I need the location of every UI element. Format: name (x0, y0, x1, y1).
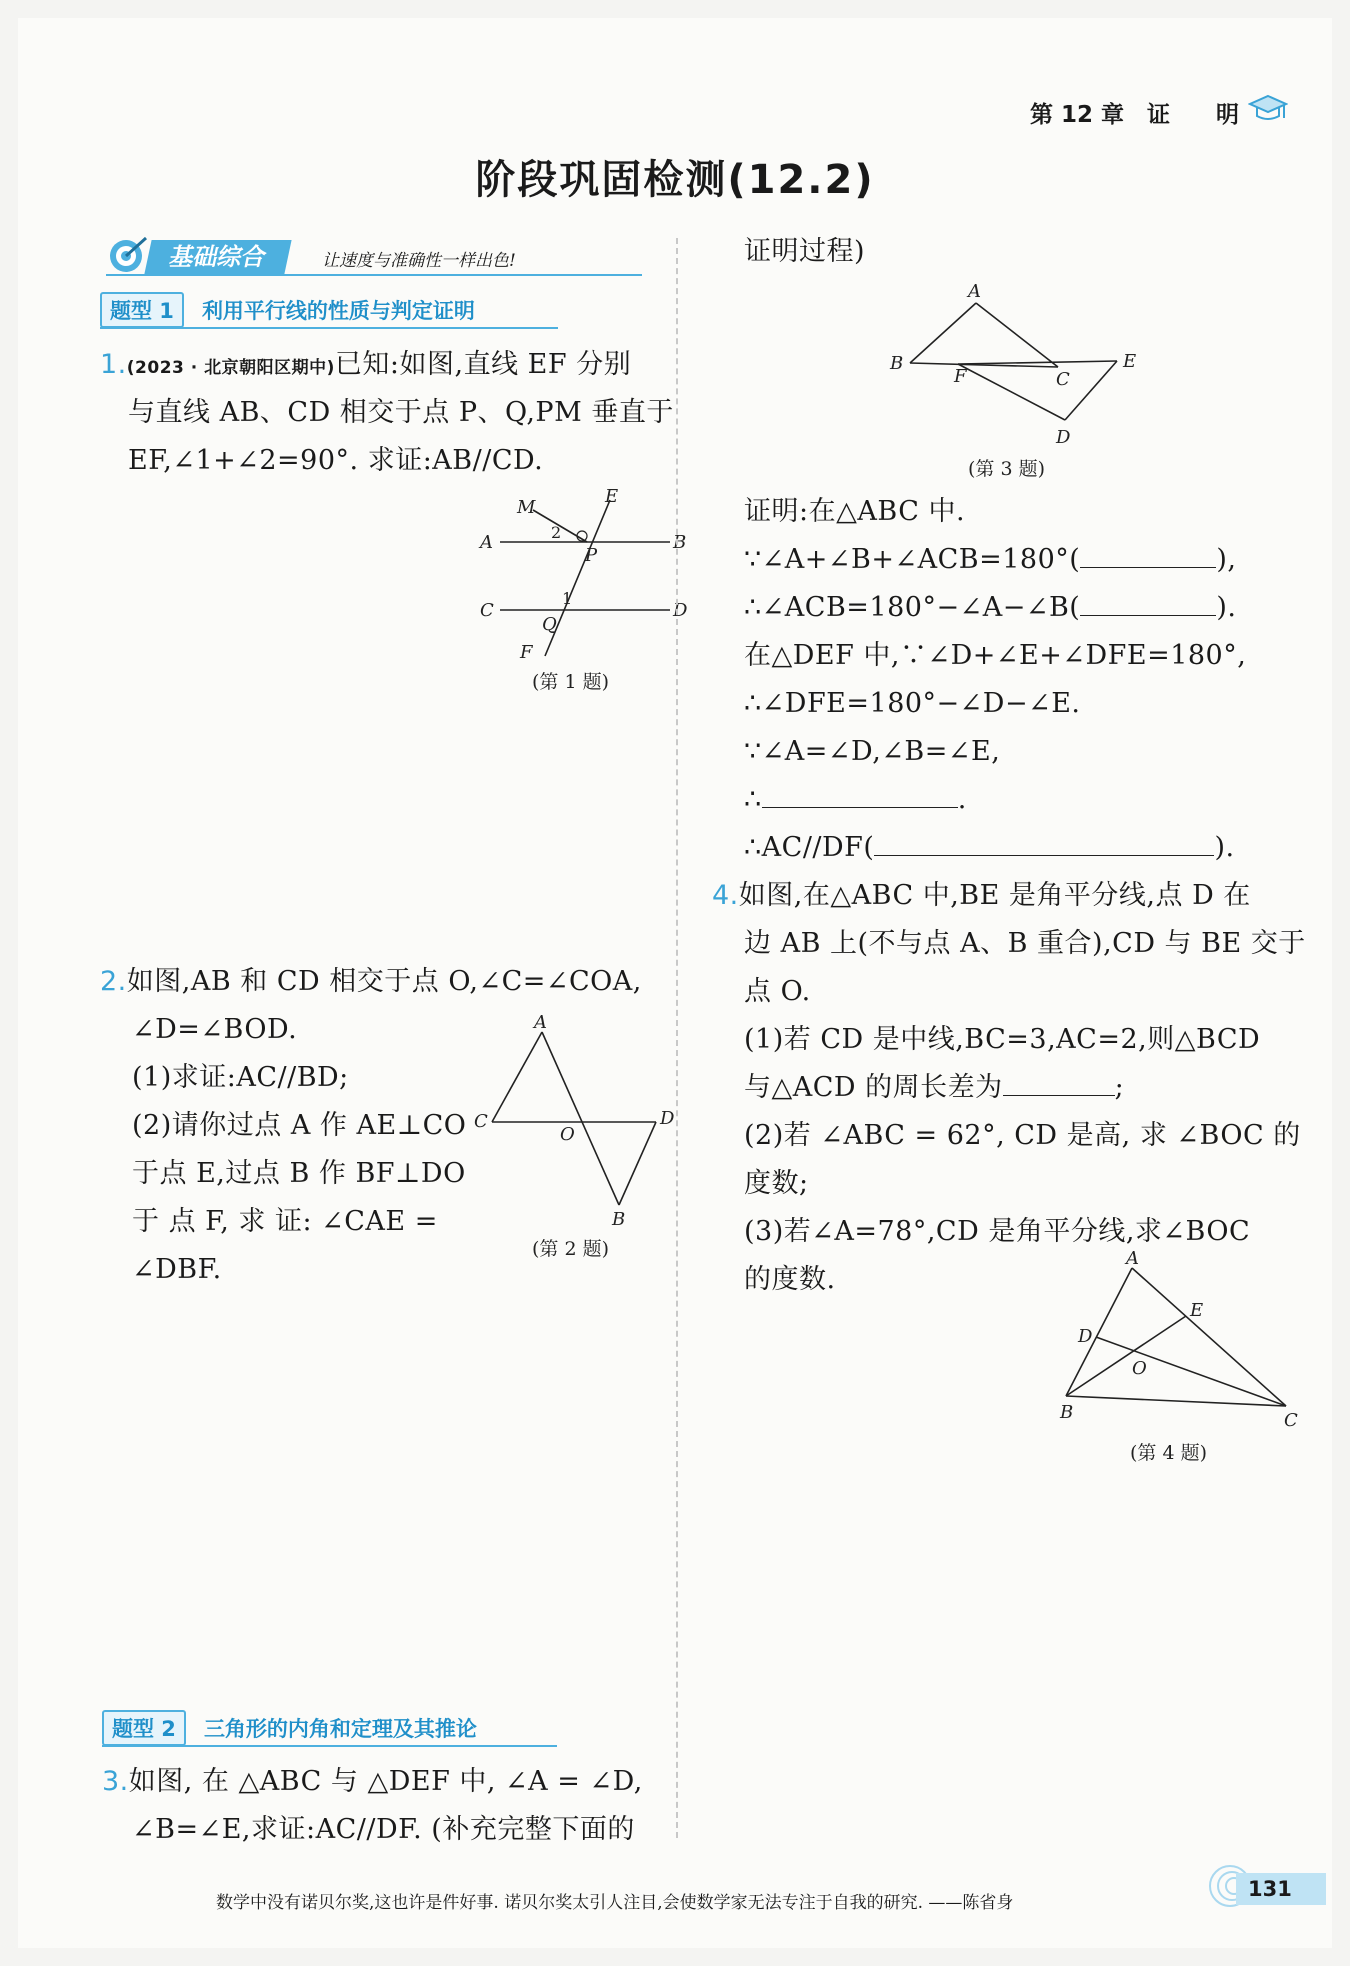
type1-heading (100, 295, 475, 325)
q4-label-B: B (1060, 1402, 1074, 1423)
q1-label-C: C (480, 600, 494, 621)
q2-text-7: ∠DBF. (132, 1254, 222, 1285)
page-title: 阶段巩固检测(12.2) (475, 157, 875, 203)
q1-label-1: 1 (562, 589, 573, 608)
q4-text-5 (744, 1064, 1124, 1112)
q2-label-O: O (560, 1124, 575, 1145)
q1-label-A: A (480, 532, 493, 553)
q3-blank-4[interactable] (874, 829, 1214, 856)
type1-title: 利用平行线的性质与判定证明 (201, 299, 475, 323)
target-icon (106, 236, 150, 278)
q1-number: 1. (100, 349, 127, 380)
q3-label-F: F (954, 366, 967, 387)
q4-number: 4. (712, 880, 739, 911)
q3-proof-2 (744, 536, 1236, 584)
q4-label-O: O (1132, 1358, 1147, 1379)
q2-number: 2. (100, 966, 127, 997)
q2-caption: (第 2 题) (532, 1238, 609, 1260)
q3-proof-2-end: ), (1216, 544, 1237, 575)
q2-label-C: C (474, 1111, 488, 1132)
type1-tag: 题型 1 (100, 292, 184, 328)
q4-blank[interactable] (1003, 1069, 1115, 1096)
type2-tag: 题型 2 (102, 1710, 186, 1746)
q2-label-B: B (612, 1209, 626, 1230)
q4-caption: (第 4 题) (1130, 1442, 1207, 1464)
q4-text-1: 如图,在△ABC 中,BE 是角平分线,点 D 在 (738, 880, 1251, 911)
q3-label-C: C (1056, 369, 1070, 390)
q3-blank-3[interactable] (762, 781, 958, 808)
q3-proof-3-end: ). (1216, 592, 1237, 623)
q4-label-A: A (1126, 1250, 1139, 1269)
q4-label-C: C (1284, 1410, 1298, 1430)
q3-label-D: D (1056, 427, 1071, 448)
q4-text-5b: ; (1114, 1072, 1125, 1103)
q2-text-1: 如图,AB 和 CD 相交于点 O,∠C=∠COA, (126, 966, 642, 997)
q1-label-E: E (605, 486, 619, 507)
q3-figure (880, 275, 1140, 455)
q2-label-D: D (660, 1108, 675, 1129)
q3-label-E: E (1123, 351, 1137, 372)
q1-line1 (100, 341, 631, 393)
q3-cont: 证明过程) (744, 236, 866, 267)
q1-caption: (第 1 题) (532, 671, 609, 693)
q3-text-2: ∠B=∠E,求证:AC//DF. (补充完整下面的 (132, 1814, 635, 1845)
q4-line1 (712, 872, 1251, 920)
chapter-label: 第 12 章 证 明 (1030, 102, 1240, 128)
q3-proof-1: 证明:在△ABC 中. (744, 496, 966, 527)
q1-text-1: 已知:如图,直线 EF 分别 (334, 349, 632, 380)
q4-label-D: D (1078, 1326, 1093, 1347)
q3-text-1: 如图, 在 △ABC 与 △DEF 中, ∠A = ∠D, (128, 1766, 643, 1797)
q1-source: (2023 · 北京朝阳区期中) (126, 358, 335, 378)
q1-label-F: F (520, 642, 533, 663)
q3-proof-5: ∴∠DFE=180°−∠D−∠E. (744, 688, 1081, 719)
q4-text-2: 边 AB 上(不与点 A、B 重合),CD 与 BE 交于 (744, 928, 1306, 959)
q2-text-2: ∠D=∠BOD. (132, 1014, 298, 1045)
q3-blank-1[interactable] (1080, 541, 1216, 568)
q3-proof-3 (744, 584, 1236, 632)
section-slogan: 让速度与准确性一样出色! (322, 251, 516, 271)
q2-text-6: 于 点 F, 求 证: ∠CAE = (132, 1206, 438, 1237)
q2-text-3: (1)求证:AC//BD; (132, 1062, 349, 1093)
q3-proof-7-end: . (957, 784, 967, 815)
q4-text-6: (2)若 ∠ABC = 62°, CD 是高, 求 ∠BOC 的 (744, 1120, 1301, 1151)
q3-proof-7-text: ∴ (744, 784, 762, 815)
q3-label-A: A (968, 281, 981, 302)
mortarboard-icon (1248, 92, 1288, 130)
q3-proof-3-text: ∴∠ACB=180°−∠A−∠B( (744, 592, 1081, 623)
q1-label-Q: Q (542, 614, 557, 635)
q4-label-E: E (1190, 1300, 1204, 1321)
q1-figure (470, 480, 690, 670)
q2-figure (466, 1010, 686, 1235)
q3-proof-2-text: ∵∠A+∠B+∠ACB=180°( (744, 544, 1081, 575)
banner-underline (106, 274, 642, 276)
q4-figure (1040, 1250, 1300, 1430)
q1-label-2: 2 (551, 523, 562, 542)
q4-text-4: (1)若 CD 是中线,BC=3,AC=2,则△BCD (744, 1024, 1261, 1055)
q2-line1 (100, 958, 642, 1006)
q3-proof-4: 在△DEF 中,∵∠D+∠E+∠DFE=180°, (744, 640, 1247, 671)
type2-title: 三角形的内角和定理及其推论 (203, 1717, 477, 1741)
q3-proof-8 (744, 824, 1235, 872)
q4-text-8: (3)若∠A=78°,CD 是角平分线,求∠BOC (744, 1216, 1251, 1247)
type2-heading (102, 1713, 477, 1743)
q2-text-4: (2)请你过点 A 作 AE⊥CO (132, 1110, 467, 1141)
q3-label-B: B (890, 353, 904, 374)
column-divider (676, 238, 678, 1838)
q3-proof-6: ∵∠A=∠D,∠B=∠E, (744, 736, 1001, 767)
q3-number: 3. (102, 1766, 129, 1797)
q2-label-A: A (534, 1012, 547, 1033)
q3-line1 (102, 1758, 643, 1806)
q1-text-3: EF,∠1+∠2=90°. 求证:AB//CD. (128, 445, 544, 476)
type2-underline (102, 1745, 557, 1747)
type1-underline (100, 327, 558, 329)
q1-label-M: M (517, 497, 536, 518)
q4-text-5a: 与△ACD 的周长差为 (744, 1072, 1003, 1103)
footer-quote: 数学中没有诺贝尔奖,这也许是件好事. 诺贝尔奖太引人注目,会使数学家无法专注于自我的研究. ——陈省身 (216, 1893, 1014, 1913)
q1-text-2: 与直线 AB、CD 相交于点 P、Q,PM 垂直于 (128, 397, 674, 428)
q3-proof-8-text: ∴AC//DF( (744, 832, 875, 863)
q1-label-D: D (673, 600, 688, 621)
q3-blank-2[interactable] (1080, 589, 1216, 616)
q3-proof-8-end: ). (1214, 832, 1235, 863)
section-banner: 基础综合 (144, 240, 291, 274)
q2-text-5: 于点 E,过点 B 作 BF⊥DO (132, 1158, 466, 1189)
q3-proof-7 (744, 776, 967, 824)
q4-text-7: 度数; (744, 1168, 809, 1199)
q1-label-B: B (673, 532, 687, 553)
q1-label-P: P (585, 545, 598, 566)
q4-text-3: 点 O. (744, 976, 811, 1007)
q3-caption: (第 3 题) (968, 458, 1045, 480)
q4-text-9: 的度数. (744, 1264, 836, 1295)
page-number: 131 (1236, 1873, 1326, 1905)
